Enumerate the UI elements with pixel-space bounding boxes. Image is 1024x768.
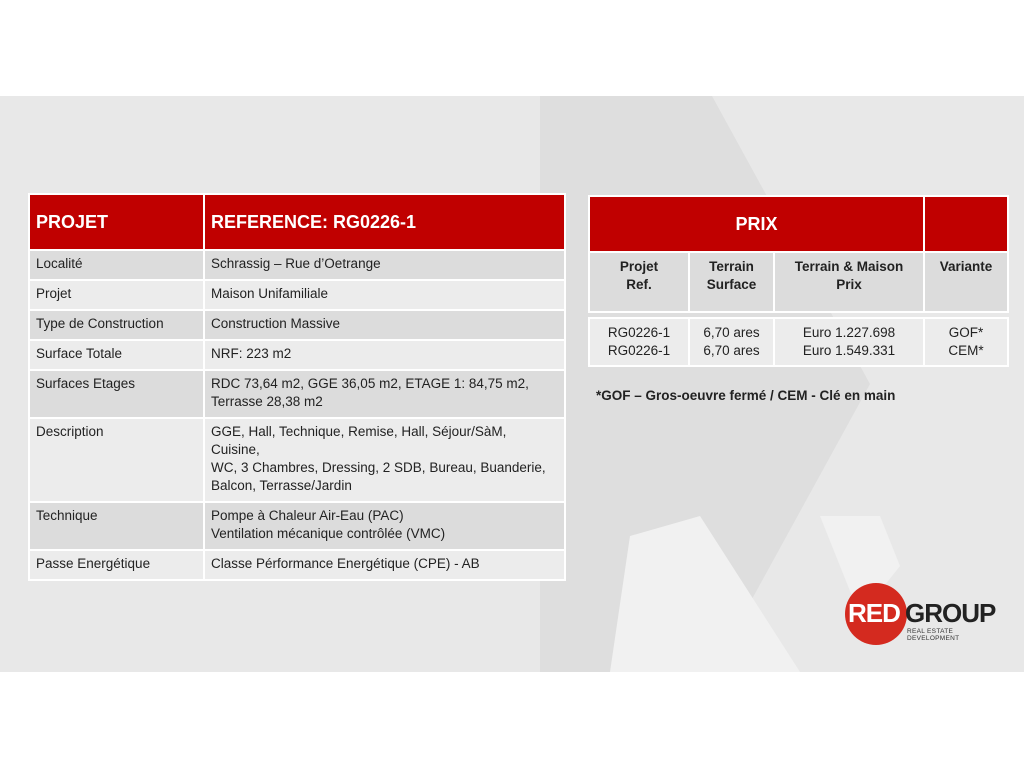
price-header-row <box>589 196 1008 252</box>
row-value <box>204 370 565 418</box>
row-label: Technique <box>29 502 204 550</box>
price-header: PRIX <box>589 196 924 252</box>
column-header-prix <box>774 252 924 312</box>
value-line: WC, 3 Chambres, Dressing, 2 SDB, Bureau, Buanderie, <box>211 460 546 475</box>
row-label: Projet <box>29 280 204 310</box>
row-value <box>204 502 565 550</box>
footnote: *GOF – Gros-oeuvre fermé / CEM - Clé en main <box>596 388 896 403</box>
table-row <box>29 550 565 580</box>
price-cell-ref <box>589 318 689 366</box>
row-label: Description <box>29 418 204 502</box>
cell-line: RG0226-1 <box>607 325 671 340</box>
logo-tagline: REAL ESTATE DEVELOPMENT <box>907 628 960 642</box>
price-column-headers <box>589 252 1008 312</box>
table-row <box>29 418 565 502</box>
logo-red-text: RED <box>848 598 900 628</box>
column-header-line: Terrain & Maison <box>794 259 904 274</box>
project-header-left: PROJET <box>29 194 204 250</box>
column-header-line: Terrain <box>709 259 754 274</box>
column-header-line: Projet <box>619 259 659 274</box>
row-value: Schrassig – Rue d’Oetrange <box>204 250 565 280</box>
value-line: Terrasse 28,38 m2 <box>211 394 323 409</box>
price-cell-variante <box>924 318 1008 366</box>
row-value: Maison Unifamiliale <box>204 280 565 310</box>
column-header-variante <box>924 252 1008 312</box>
project-table <box>28 193 566 581</box>
cell-line: 6,70 ares <box>703 325 760 340</box>
row-value: NRF: 223 m2 <box>204 340 565 370</box>
column-header-line: Surface <box>706 277 757 292</box>
redgroup-logo <box>845 583 1005 649</box>
column-header-terrain <box>689 252 774 312</box>
row-value: Classe Pérformance Energétique (CPE) - AB <box>204 550 565 580</box>
cell-line: CEM* <box>948 343 984 358</box>
row-value <box>204 418 565 502</box>
table-row <box>29 250 565 280</box>
cell-line: 6,70 ares <box>703 343 760 358</box>
row-label: Type de Construction <box>29 310 204 340</box>
row-value: Construction Massive <box>204 310 565 340</box>
value-line: Pompe à Chaleur Air-Eau (PAC) <box>211 508 404 523</box>
column-header-projet <box>589 252 689 312</box>
table-row <box>29 280 565 310</box>
column-header-line: Variante <box>939 259 993 274</box>
price-table <box>588 195 1009 367</box>
row-label: Surface Totale <box>29 340 204 370</box>
row-label: Localité <box>29 250 204 280</box>
table-row <box>29 502 565 550</box>
column-header-line: Ref. <box>626 277 652 292</box>
cell-line: RG0226-1 <box>607 343 671 358</box>
price-cell-prix <box>774 318 924 366</box>
price-header-blank <box>924 196 1008 252</box>
cell-line: Euro 1.549.331 <box>802 343 896 358</box>
value-line: GGE, Hall, Technique, Remise, Hall, Séjour/SàM, Cuisine, <box>211 424 507 457</box>
table-row <box>29 370 565 418</box>
row-label: Passe Energétique <box>29 550 204 580</box>
column-header-line: Prix <box>836 277 862 292</box>
logo-group-text: GROUP <box>905 598 996 628</box>
table-row <box>29 340 565 370</box>
price-values-row <box>589 318 1008 366</box>
value-line: Balcon, Terrasse/Jardin <box>211 478 352 493</box>
row-label: Surfaces Etages <box>29 370 204 418</box>
table-row <box>29 310 565 340</box>
project-header-right: REFERENCE: RG0226-1 <box>204 194 565 250</box>
cell-line: Euro 1.227.698 <box>802 325 896 340</box>
project-header-row <box>29 194 565 250</box>
value-line: RDC 73,64 m2, GGE 36,05 m2, ETAGE 1: 84,75 m2, <box>211 376 529 391</box>
cell-line: GOF* <box>948 325 984 340</box>
value-line: Ventilation mécanique contrôlée (VMC) <box>211 526 446 541</box>
price-cell-surface <box>689 318 774 366</box>
